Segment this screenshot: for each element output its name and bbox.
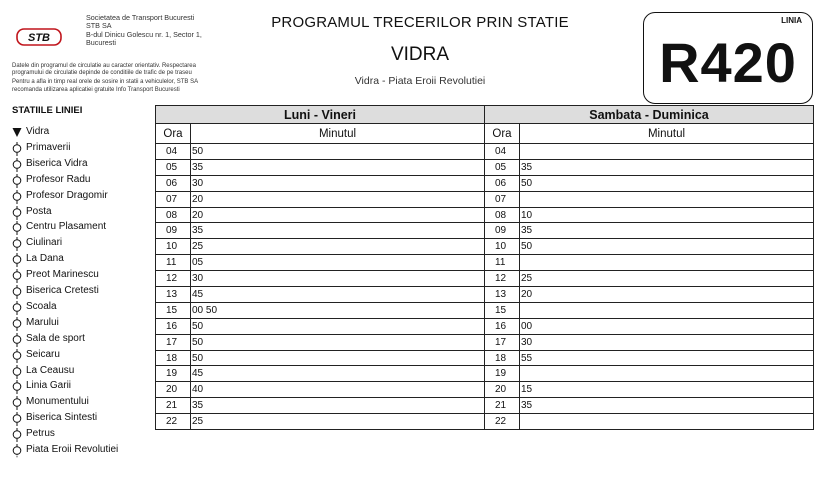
weekend-minutes-cell: 50 — [520, 175, 814, 191]
station-stop-icon — [12, 396, 22, 410]
station-name: Centru Plasament — [26, 221, 107, 233]
weekday-minutes-cell: 25 — [191, 414, 485, 430]
company-city: Bucuresti — [86, 38, 116, 48]
route-description: Vidra - Piata Eroii Revolutiei — [354, 75, 486, 87]
weekend-minutes-cell: 20 — [520, 287, 814, 303]
schedule-row — [156, 366, 814, 382]
weekday-hour-cell: 15 — [156, 302, 191, 318]
station-stop-icon — [12, 349, 22, 363]
station-stop-icon — [12, 174, 22, 188]
weekend-minutes-cell: 55 — [520, 350, 814, 366]
schedule-body — [156, 144, 814, 430]
weekday-minutes-cell: 25 — [191, 239, 485, 255]
schedule-row — [156, 302, 814, 318]
weekday-title: Luni - Vineri — [156, 106, 485, 124]
schedule-row — [156, 334, 814, 350]
schedule-table — [155, 105, 814, 430]
station-name: Sala de sport — [26, 332, 85, 344]
weekend-minutes-cell — [520, 414, 814, 430]
line-box — [643, 12, 813, 104]
weekend-hour-header: Ora — [485, 124, 520, 144]
station-name: Preot Marinescu — [26, 269, 99, 281]
weekday-hour-header: Ora — [156, 124, 191, 144]
weekday-minutes-cell: 20 — [191, 191, 485, 207]
weekend-hour-cell: 15 — [485, 302, 520, 318]
schedule-row — [156, 207, 814, 223]
station-name: Seicaru — [26, 348, 60, 360]
weekend-hour-cell: 05 — [485, 159, 520, 175]
weekend-minutes-cell: 00 — [520, 318, 814, 334]
weekend-minutes-cell: 35 — [520, 223, 814, 239]
station-stop-icon — [12, 428, 22, 442]
weekday-hour-cell: 04 — [156, 144, 191, 160]
line-number: R420 — [659, 31, 797, 94]
weekend-hour-cell: 08 — [485, 207, 520, 223]
schedule-row — [156, 318, 814, 334]
weekend-hour-cell: 12 — [485, 271, 520, 287]
station-stop-icon — [12, 412, 22, 426]
station-stop-icon — [12, 444, 22, 458]
schedule-row — [156, 175, 814, 191]
station-name: VIDRA — [390, 44, 450, 65]
weekday-minute-header: Minutul — [191, 124, 485, 144]
station-stop-icon — [12, 285, 22, 299]
weekday-minutes-cell: 35 — [191, 398, 485, 414]
station-name: Biserica Vidra — [26, 157, 88, 169]
weekend-minutes-cell — [520, 302, 814, 318]
weekday-minutes-cell: 30 — [191, 271, 485, 287]
weekend-minute-header: Minutul — [520, 124, 814, 144]
weekday-minutes-cell: 30 — [191, 175, 485, 191]
weekday-hour-cell: 10 — [156, 239, 191, 255]
station-stop-icon — [12, 237, 22, 251]
schedule-row — [156, 271, 814, 287]
weekday-hour-cell: 06 — [156, 175, 191, 191]
weekend-minutes-cell: 15 — [520, 382, 814, 398]
weekend-hour-cell: 06 — [485, 175, 520, 191]
weekday-hour-cell: 20 — [156, 382, 191, 398]
weekend-hour-cell: 20 — [485, 382, 520, 398]
weekend-minutes-cell — [520, 144, 814, 160]
logo-text: STB — [28, 32, 50, 44]
schedule-row — [156, 144, 814, 160]
station-name: Profesor Radu — [26, 173, 91, 185]
weekend-minutes-cell — [520, 191, 814, 207]
station-stop-icon — [12, 158, 22, 172]
schedule-row — [156, 398, 814, 414]
weekday-minutes-cell: 35 — [191, 159, 485, 175]
station-stop-icon — [12, 142, 22, 156]
weekend-hour-cell: 10 — [485, 239, 520, 255]
weekend-minutes-cell — [520, 255, 814, 271]
schedule-row — [156, 414, 814, 430]
company-address: B-dul Dinicu Golescu nr. 1, Sector 1, — [86, 29, 202, 39]
disclaimer — [12, 63, 242, 94]
schedule-row — [156, 191, 814, 207]
weekend-hour-cell: 19 — [485, 366, 520, 382]
weekday-hour-cell: 19 — [156, 366, 191, 382]
weekend-minutes-cell: 25 — [520, 271, 814, 287]
schedule-row — [156, 287, 814, 303]
weekend-hour-cell: 11 — [485, 255, 520, 271]
weekday-minutes-cell: 50 — [191, 144, 485, 160]
disclaimer-line: Pentru a afla in timp real orele de sosire in statii a vehiculelor, STB SA — [12, 79, 199, 86]
station-name: La Ceausu — [26, 364, 75, 376]
weekend-minutes-cell: 35 — [520, 398, 814, 414]
schedule-row — [156, 255, 814, 271]
company-short: STB SA — [86, 21, 112, 31]
station-name: Scoala — [26, 300, 57, 312]
weekday-minutes-cell: 40 — [191, 382, 485, 398]
station-stop-icon — [12, 253, 22, 267]
current-station-icon — [12, 126, 22, 140]
weekday-hour-cell: 21 — [156, 398, 191, 414]
stb-logo — [16, 28, 62, 46]
weekend-hour-cell: 04 — [485, 144, 520, 160]
weekday-hour-cell: 05 — [156, 159, 191, 175]
weekday-minutes-cell: 50 — [191, 318, 485, 334]
schedule-row — [156, 382, 814, 398]
station-stop-icon — [12, 206, 22, 220]
weekend-minutes-cell — [520, 366, 814, 382]
schedule-row — [156, 350, 814, 366]
weekday-hour-cell: 09 — [156, 223, 191, 239]
station-stop-icon — [12, 333, 22, 347]
station-name: Ciulinari — [26, 237, 63, 249]
station-stop-icon — [12, 317, 22, 331]
station-name: Primaverii — [26, 141, 71, 153]
weekday-hour-cell: 16 — [156, 318, 191, 334]
stations-title: STATIILE LINIEI — [12, 105, 83, 116]
weekday-hour-cell: 13 — [156, 287, 191, 303]
company-name: Societatea de Transport Bucuresti — [86, 13, 195, 22]
weekday-hour-cell: 11 — [156, 255, 191, 271]
schedule-row — [156, 159, 814, 175]
station-name: Monumentului — [26, 396, 89, 408]
weekend-minutes-cell: 35 — [520, 159, 814, 175]
station-name: Profesor Dragomir — [26, 189, 108, 201]
station-stop-icon — [12, 190, 22, 204]
station-stop-icon — [12, 301, 22, 315]
station-name: Biserica Cretesti — [26, 285, 99, 296]
station-name: La Dana — [26, 253, 64, 265]
station-stop-icon — [12, 365, 22, 379]
station-name: Posta — [26, 205, 52, 217]
station-stop-icon — [12, 380, 22, 394]
disclaimer-line: Datele din programul de circulatie au caracter orientativ. Respectarea — [12, 63, 196, 69]
weekday-hour-cell: 22 — [156, 414, 191, 430]
company-info — [86, 14, 202, 48]
weekday-minutes-cell: 50 — [191, 334, 485, 350]
weekday-minutes-cell: 45 — [191, 366, 485, 382]
weekday-minutes-cell: 50 — [191, 350, 485, 366]
weekend-minutes-cell: 10 — [520, 207, 814, 223]
weekend-hour-cell: 17 — [485, 334, 520, 350]
station-name: Biserica Sintesti — [26, 412, 98, 424]
weekday-hour-cell: 08 — [156, 207, 191, 223]
weekend-hour-cell: 09 — [485, 223, 520, 239]
station-stop-icon — [12, 221, 22, 235]
weekend-hour-cell: 07 — [485, 191, 520, 207]
weekend-hour-cell: 21 — [485, 398, 520, 414]
weekday-hour-cell: 12 — [156, 271, 191, 287]
weekend-hour-cell: 22 — [485, 414, 520, 430]
schedule-row — [156, 239, 814, 255]
weekday-minutes-cell: 00 50 — [191, 302, 485, 318]
weekday-minutes-cell: 20 — [191, 207, 485, 223]
station-name: Vidra — [26, 126, 50, 137]
station-name: Piata Eroii Revolutiei — [26, 444, 119, 455]
weekend-hour-cell: 16 — [485, 318, 520, 334]
station-name: Petrus — [26, 428, 55, 440]
weekday-minutes-cell: 35 — [191, 223, 485, 239]
station-name: Linia Garii — [26, 380, 72, 392]
weekday-hour-cell: 17 — [156, 334, 191, 350]
weekend-title: Sambata - Duminica — [485, 106, 814, 124]
station-name: Marului — [26, 316, 59, 328]
weekday-minutes-cell: 05 — [191, 255, 485, 271]
weekday-minutes-cell: 45 — [191, 287, 485, 303]
weekend-hour-cell: 18 — [485, 350, 520, 366]
program-title: PROGRAMUL TRECERILOR PRIN STATIE — [271, 14, 569, 31]
weekday-hour-cell: 07 — [156, 191, 191, 207]
weekday-hour-cell: 18 — [156, 350, 191, 366]
weekend-minutes-cell: 30 — [520, 334, 814, 350]
station-stop-icon — [12, 269, 22, 283]
weekend-minutes-cell: 50 — [520, 239, 814, 255]
weekend-hour-cell: 13 — [485, 287, 520, 303]
disclaimer-line: programului de circulatie depinde de conditiile de trafic de pe traseu — [12, 70, 192, 77]
line-label: LINIA — [781, 16, 802, 25]
disclaimer-line: recomanda utilizarea aplicatiei gratuite Info Transport Bucuresti — [12, 86, 180, 93]
schedule-row — [156, 223, 814, 239]
